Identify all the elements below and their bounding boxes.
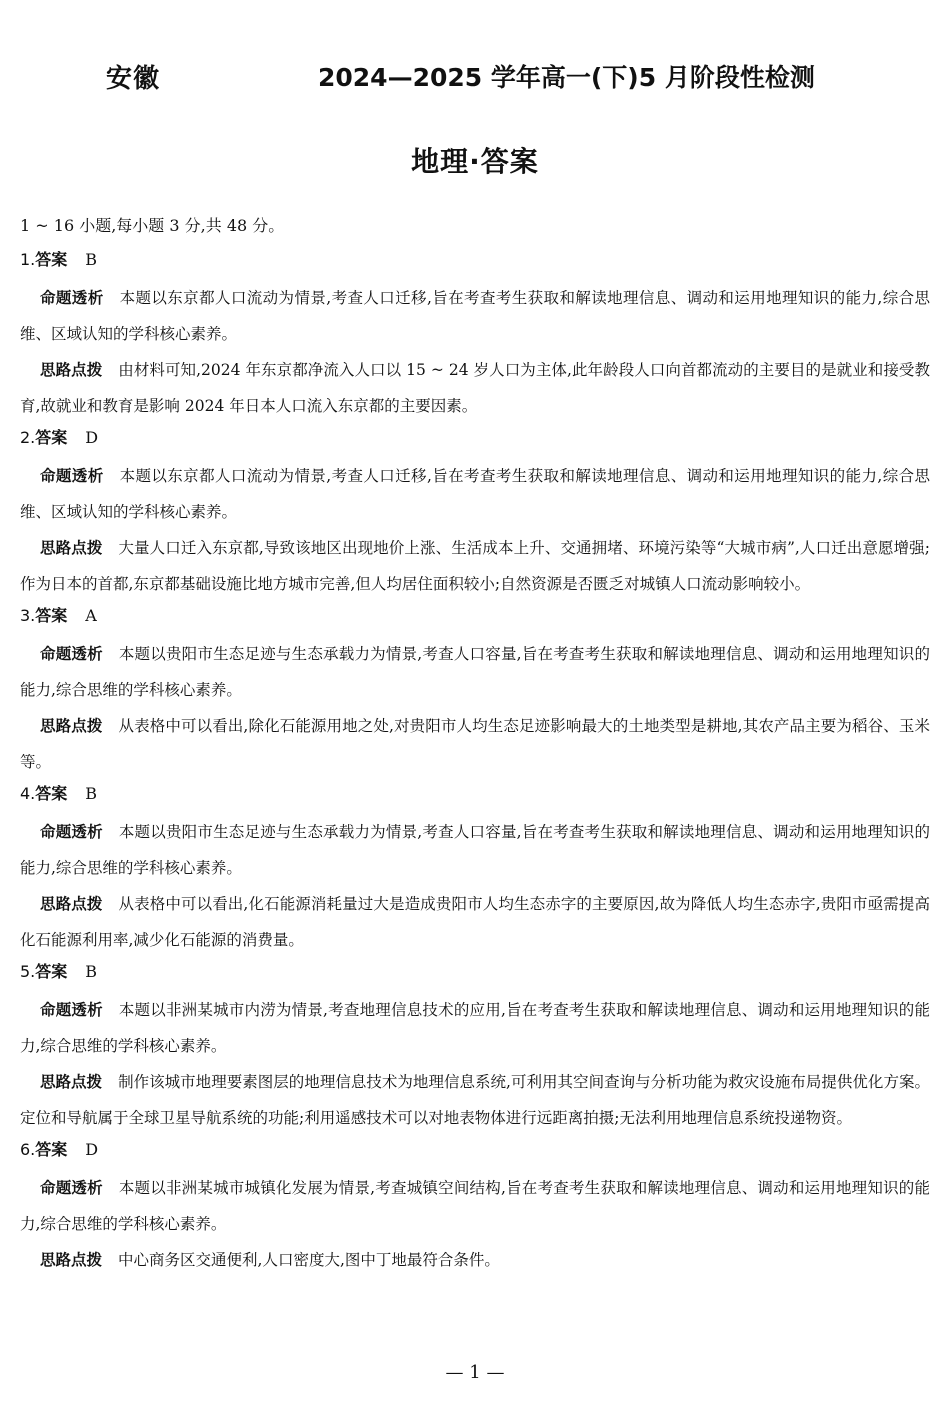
guide-paragraph xyxy=(20,1064,930,1136)
guide-label: 思路点拨 xyxy=(40,361,103,379)
answer-label: 答案 xyxy=(35,428,68,447)
page-number: — 1 — xyxy=(445,1362,505,1383)
answer-choice: A xyxy=(85,606,97,625)
question-number: 5. xyxy=(20,962,36,981)
analysis-paragraph xyxy=(20,636,930,708)
answer-choice: B xyxy=(85,962,98,981)
question-answer-line xyxy=(20,246,930,274)
answer-content xyxy=(20,212,930,1278)
analysis-label: 命题透析 xyxy=(40,467,104,485)
guide-label: 思路点拨 xyxy=(40,895,103,913)
answer-label: 答案 xyxy=(35,1140,68,1159)
guide-text: 中心商务区交通便利,人口密度大,图中丁地最符合条件。 xyxy=(118,1251,500,1269)
guide-text: 由材料可知,2024 年东京都净流入人口以 15 ~ 24 岁人口为主体,此年龄段人口向首都流动的主要目的是就业和接受教育,故就业和教育是影响 2024 年日本人口流入东京都的主要因素。 xyxy=(20,361,930,415)
question-answer-line xyxy=(20,958,930,986)
guide-label: 思路点拨 xyxy=(40,539,103,557)
question-block xyxy=(20,958,930,1136)
guide-paragraph xyxy=(20,708,930,780)
guide-label: 思路点拨 xyxy=(40,1073,103,1091)
question-block xyxy=(20,602,930,780)
analysis-paragraph xyxy=(20,458,930,530)
analysis-text: 本题以贵阳市生态足迹与生态承载力为情景,考查人口容量,旨在考查考生获取和解读地理信息、调动和运用地理知识的能力,综合思维的学科核心素养。 xyxy=(20,823,930,877)
answer-choice: D xyxy=(85,1140,99,1159)
answer-choice: D xyxy=(85,428,99,447)
question-block xyxy=(20,1136,930,1278)
page-header xyxy=(0,58,950,98)
analysis-label: 命题透析 xyxy=(40,1179,103,1197)
guide-text: 制作该城市地理要素图层的地理信息技术为地理信息系统,可利用其空间查询与分析功能为救灾设施布局提供优化方案。定位和导航属于全球卫星导航系统的功能;利用遥感技术可以对地表物体进行远距离拍摄;无法利用地理信息系统投递物资。 xyxy=(20,1073,930,1127)
guide-label: 思路点拨 xyxy=(40,1251,103,1269)
question-number: 1. xyxy=(20,250,36,269)
analysis-paragraph xyxy=(20,992,930,1064)
analysis-paragraph xyxy=(20,814,930,886)
answer-choice: B xyxy=(85,784,98,803)
analysis-label: 命题透析 xyxy=(40,1001,103,1019)
analysis-text: 本题以非洲某城市城镇化发展为情景,考查城镇空间结构,旨在考查考生获取和解读地理信息、调动和运用地理知识的能力,综合思维的学科核心素养。 xyxy=(20,1179,930,1233)
guide-text: 从表格中可以看出,化石能源消耗量过大是造成贵阳市人均生态赤字的主要原因,故为降低人均生态赤字,贵阳市亟需提高化石能源利用率,减少化石能源的消费量。 xyxy=(20,895,930,949)
score-intro: 1 ~ 16 小题,每小题 3 分,共 48 分。 xyxy=(20,216,285,235)
guide-text: 大量人口迁入东京都,导致该地区出现地价上涨、生活成本上升、交通拥堵、环境污染等“大城市病”,人口迁出意愿增强;作为日本的首都,东京都基础设施比地方城市完善,但人均居住面积较小;自然资源是否匮乏对城镇人口流动影响较小。 xyxy=(20,539,930,593)
analysis-paragraph xyxy=(20,280,930,352)
question-number: 2. xyxy=(20,428,36,447)
region-label: 安徽 xyxy=(106,64,161,94)
question-number: 4. xyxy=(20,784,36,803)
guide-label: 思路点拨 xyxy=(40,717,103,735)
question-answer-line xyxy=(20,1136,930,1164)
guide-paragraph xyxy=(20,886,930,958)
question-number: 3. xyxy=(20,606,36,625)
question-answer-line xyxy=(20,424,930,452)
answer-label: 答案 xyxy=(35,784,68,803)
page-title: 地理·答案 xyxy=(411,145,539,178)
answer-label: 答案 xyxy=(35,606,68,625)
question-number: 6. xyxy=(20,1140,36,1159)
answer-choice: B xyxy=(85,250,98,269)
analysis-text: 本题以贵阳市生态足迹与生态承载力为情景,考查人口容量,旨在考查考生获取和解读地理信息、调动和运用地理知识的能力,综合思维的学科核心素养。 xyxy=(20,645,930,699)
analysis-text: 本题以非洲某城市内涝为情景,考查地理信息技术的应用,旨在考查考生获取和解读地理信息、调动和运用地理知识的能力,综合思维的学科核心素养。 xyxy=(20,1001,930,1055)
guide-paragraph xyxy=(20,530,930,602)
analysis-label: 命题透析 xyxy=(40,289,104,307)
question-list xyxy=(20,246,930,1278)
question-block xyxy=(20,246,930,424)
question-answer-line xyxy=(20,602,930,630)
guide-paragraph xyxy=(20,352,930,424)
answer-label: 答案 xyxy=(35,250,68,269)
analysis-text: 本题以东京都人口流动为情景,考查人口迁移,旨在考查考生获取和解读地理信息、调动和运用地理知识的能力,综合思维、区域认知的学科核心素养。 xyxy=(20,467,930,521)
analysis-label: 命题透析 xyxy=(40,823,103,841)
analysis-paragraph xyxy=(20,1170,930,1242)
guide-paragraph xyxy=(20,1242,930,1278)
question-answer-line xyxy=(20,780,930,808)
answer-label: 答案 xyxy=(35,962,68,981)
question-block xyxy=(20,780,930,958)
guide-text: 从表格中可以看出,除化石能源用地之处,对贵阳市人均生态足迹影响最大的土地类型是耕地,其农产品主要为稻谷、玉米等。 xyxy=(20,717,930,771)
question-block xyxy=(20,424,930,602)
exam-title: 2024—2025 学年高一(下)5 月阶段性检测 xyxy=(318,63,815,92)
analysis-text: 本题以东京都人口流动为情景,考查人口迁移,旨在考查考生获取和解读地理信息、调动和运用地理知识的能力,综合思维、区域认知的学科核心素养。 xyxy=(20,289,930,343)
analysis-label: 命题透析 xyxy=(40,645,103,663)
